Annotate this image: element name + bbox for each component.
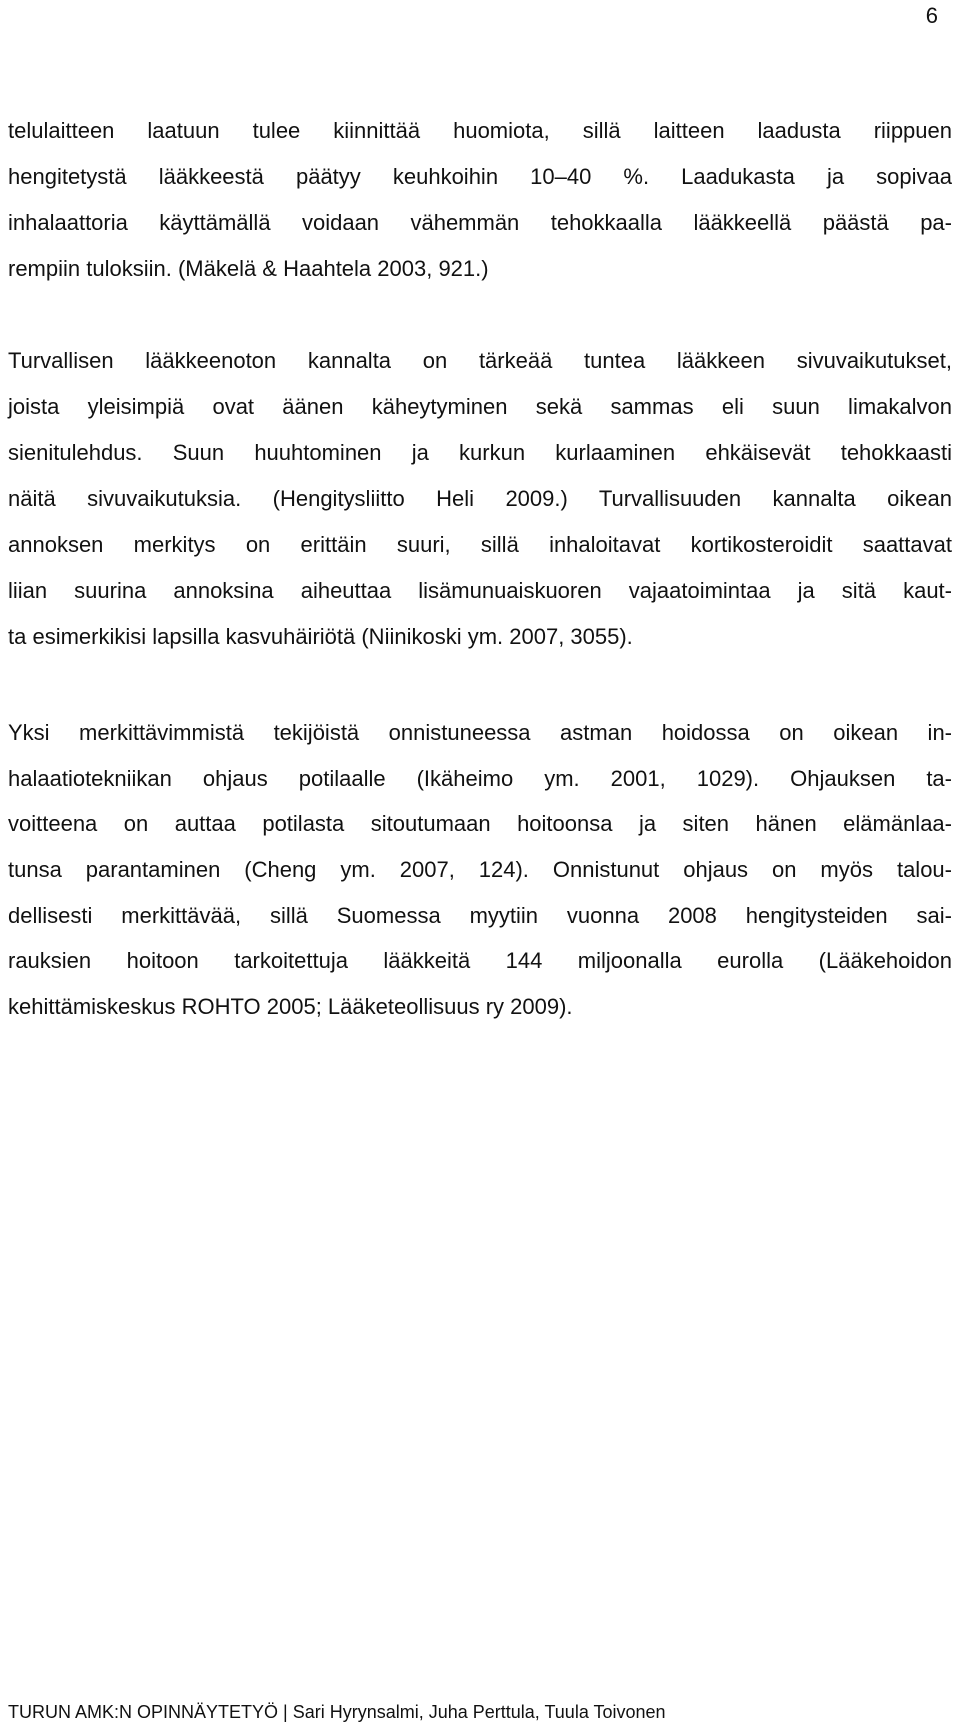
paragraph-line: voitteena on auttaa potilasta sitoutumaan hoitoonsa ja siten hänen elämänlaa- [8,811,952,837]
paragraph-line: dellisesti merkittävää, sillä Suomessa myytiin vuonna 2008 hengitysteiden sai- [8,902,952,928]
paragraph-line: Yksi merkittävimmistä tekijöistä onnistuneessa astman hoidossa on oikean in- [8,720,952,745]
paragraph-line: näitä sivuvaikutuksia. (Hengitysliitto Heli 2009.) Turvallisuuden kannalta oikean [8,486,952,511]
paragraph-inhaler-quality [8,108,952,292]
paragraph-inhalation-guidance [8,710,952,1030]
paragraph-line: telulaitteen laatuun tulee kiinnittää huomiota, sillä laitteen laadusta riippuen [8,118,952,143]
page-footer: TURUN AMK:N OPINNÄYTETYÖ | Sari Hyrynsalmi, Juha Perttula, Tuula Toivonen [8,1702,666,1722]
paragraph-line: rauksien hoitoon tarkoitettuja lääkkeitä 144 miljoonalla eurolla (Lääkehoidon [8,948,952,974]
paragraph-line: liian suurina annoksina aiheuttaa lisämunuaiskuoren vajaatoimintaa ja sitä kaut- [8,578,952,603]
paragraph-line: rempiin tuloksiin. (Mäkelä & Haahtela 2003, 921.) [8,256,489,281]
paragraph-line: tunsa parantaminen (Cheng ym. 2007, 124). Onnistunut ohjaus on myös talou- [8,857,952,883]
paragraph-line: Turvallisen lääkkeenoton kannalta on tärkeää tuntea lääkkeen sivuvaikutukset, [8,348,952,373]
paragraph-line: kehittämiskeskus ROHTO 2005; Lääketeollisuus ry 2009). [8,994,573,1020]
paragraph-line: ta esimerkikisi lapsilla kasvuhäiriötä (Niinikoski ym. 2007, 3055). [8,624,633,649]
paragraph-side-effects [8,338,952,660]
paragraph-line: joista yleisimpiä ovat äänen käheytyminen sekä sammas eli suun limakalvon [8,394,952,419]
paragraph-line: halaatiotekniikan ohjaus potilaalle (Ikäheimo ym. 2001, 1029). Ohjauksen ta- [8,765,952,791]
paragraph-line: sienitulehdus. Suun huuhtominen ja kurkun kurlaaminen ehkäisevät tehokkaasti [8,440,952,465]
paragraph-line: hengitetystä lääkkeestä päätyy keuhkoihin 10–40 %. Laadukasta ja sopivaa [8,164,952,189]
page-number: 6 [925,3,938,28]
paragraph-line: inhalaattoria käyttämällä voidaan vähemmän tehokkaalla lääkkeellä päästä pa- [8,210,952,235]
paragraph-line: annoksen merkitys on erittäin suuri, sillä inhaloitavat kortikosteroidit saattavat [8,532,952,557]
